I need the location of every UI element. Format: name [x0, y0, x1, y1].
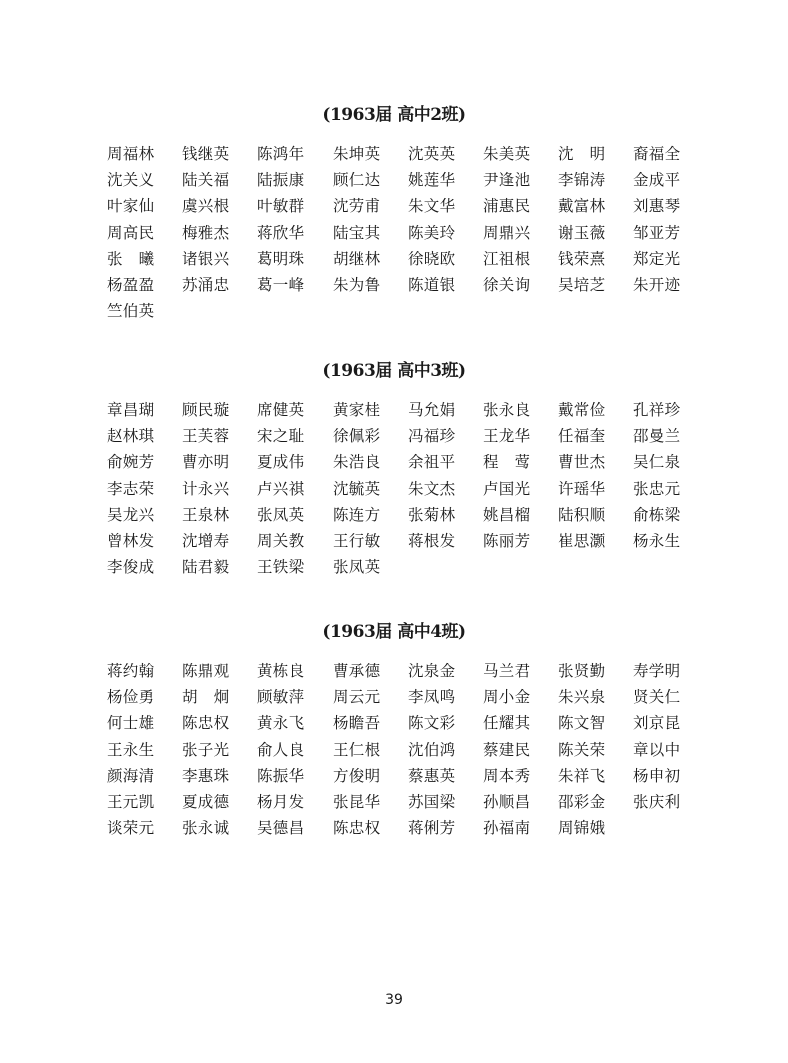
student-name: 计永兴: [182, 479, 230, 498]
student-name: 朱坤英: [333, 145, 381, 163]
student-name: 陆关福: [182, 171, 230, 190]
student-name: 朱开迹: [633, 275, 681, 294]
student-name: 金成平: [633, 171, 681, 190]
student-name: 周关教: [257, 531, 305, 550]
student-name: 曹承德: [333, 662, 381, 680]
student-name: 王永生: [107, 740, 155, 759]
student-name: 徐佩彩: [333, 427, 381, 446]
name-row: [107, 143, 707, 169]
student-name: 周鼎兴: [483, 223, 531, 242]
student-name: 陈鼎观: [182, 662, 230, 680]
name-row: [107, 686, 707, 712]
student-name: 张子光: [182, 740, 230, 759]
name-row: [107, 712, 707, 738]
student-name: 席健英: [257, 401, 305, 419]
student-name-list: [107, 660, 707, 843]
student-name: 黄永飞: [257, 714, 305, 733]
student-name: 蔡惠英: [408, 766, 456, 785]
student-name: 戴常俭: [558, 401, 606, 419]
name-row: [107, 739, 707, 765]
student-name: 朱浩良: [333, 453, 381, 472]
student-name: 胡 炯: [182, 688, 230, 707]
student-name: 李志荣: [107, 479, 155, 498]
student-name: 陈振华: [257, 766, 305, 785]
student-name: 李惠珠: [182, 766, 230, 785]
student-name: 李凤鸣: [408, 688, 456, 707]
student-name: 贤关仁: [633, 688, 681, 707]
student-name: 杨月发: [257, 792, 305, 811]
student-name: 陆宝其: [333, 223, 381, 242]
student-name: 沈关义: [107, 171, 155, 190]
student-name: 顾敏萍: [257, 688, 305, 707]
student-name: 何士雄: [107, 714, 155, 733]
student-name: 李锦涛: [558, 171, 606, 190]
student-name: 马允娟: [408, 401, 456, 419]
student-name: 张永诚: [182, 819, 230, 838]
student-name: 沈英英: [408, 145, 456, 163]
student-name: 朱文杰: [408, 479, 456, 498]
section-title: (1963届 高中4班): [322, 622, 466, 642]
student-name: 蒋俐芳: [408, 819, 456, 838]
student-name: 陈丽芳: [483, 531, 531, 550]
student-name: 邵曼兰: [633, 427, 681, 446]
name-row: [107, 765, 707, 791]
student-name: 朱文华: [408, 197, 456, 216]
student-name: 张凤英: [333, 558, 381, 577]
student-name: 曾林发: [107, 531, 155, 550]
student-name: 崔思灏: [558, 531, 606, 550]
student-name: 任耀其: [483, 714, 531, 733]
student-name: 颜海清: [107, 766, 155, 785]
student-name: 吴龙兴: [107, 505, 155, 524]
student-name: 张忠元: [633, 479, 681, 498]
student-name: 姚昌榴: [483, 505, 531, 524]
student-name: 吴仁泉: [633, 453, 681, 472]
student-name: 陆积顺: [558, 505, 606, 524]
student-name: 沈 明: [558, 145, 606, 163]
student-name: 章以中: [633, 740, 681, 759]
student-name: 章昌瑚: [107, 401, 155, 419]
name-row: [107, 660, 707, 686]
student-name: 王泉林: [182, 505, 230, 524]
name-row: [107, 425, 707, 451]
student-name: 谢玉薇: [558, 223, 606, 242]
section-title: (1963届 高中3班): [322, 361, 466, 381]
name-row: [107, 169, 707, 195]
student-name: 方俊明: [333, 766, 381, 785]
name-row: [107, 195, 707, 221]
name-row: [107, 530, 707, 556]
student-name: 王铁梁: [257, 558, 305, 577]
student-name: 朱兴泉: [558, 688, 606, 707]
student-name: 王行敏: [333, 531, 381, 550]
student-name: 陈忠权: [182, 714, 230, 733]
student-name: 周福林: [107, 145, 155, 163]
student-name: 浦惠民: [483, 197, 531, 216]
student-name: 刘惠琴: [633, 197, 681, 216]
student-name: 张昆华: [333, 792, 381, 811]
student-name: 陈文智: [558, 714, 606, 733]
student-name: 周本秀: [483, 766, 531, 785]
student-name: 钱荣熹: [558, 249, 606, 268]
student-name: 杨盈盈: [107, 275, 155, 294]
student-name: 徐晓欧: [408, 249, 456, 268]
student-name: 诸银兴: [182, 249, 230, 268]
student-name: 王芙蓉: [182, 427, 230, 446]
student-name: 俞人良: [257, 740, 305, 759]
student-name: 戴富林: [558, 197, 606, 216]
student-name: 曹亦明: [182, 453, 230, 472]
student-name: 卢国光: [483, 479, 531, 498]
student-name: 周锦娥: [558, 819, 606, 838]
student-name: 胡继林: [333, 249, 381, 268]
name-row: [107, 504, 707, 530]
student-name: 陈忠权: [333, 819, 381, 838]
student-name: 陈鸿年: [257, 145, 305, 163]
student-name: 葛一峰: [257, 275, 305, 294]
student-name: 黄家桂: [333, 401, 381, 419]
name-row: [107, 248, 707, 274]
name-row: [107, 791, 707, 817]
student-name: 孙福南: [483, 819, 531, 838]
student-name: 邹亚芳: [633, 223, 681, 242]
student-name: 郑定光: [633, 249, 681, 268]
student-name: 刘京昆: [633, 714, 681, 733]
student-name: 陈文彩: [408, 714, 456, 733]
student-name: 俞婉芳: [107, 453, 155, 472]
student-name: 余祖平: [408, 453, 456, 472]
student-name: 赵林琪: [107, 427, 155, 446]
section-title: (1963届 高中2班): [322, 105, 466, 125]
student-name: 吴培芝: [558, 275, 606, 294]
student-name: 任福奎: [558, 427, 606, 446]
student-name: 寿学明: [633, 662, 681, 680]
student-name: 李俊成: [107, 558, 155, 577]
student-name: 叶家仙: [107, 197, 155, 216]
student-name: 王仁根: [333, 740, 381, 759]
student-name: 朱为鲁: [333, 275, 381, 294]
student-name: 陈道银: [408, 275, 456, 294]
student-name: 陆君毅: [182, 558, 230, 577]
student-name: 冯福珍: [408, 427, 456, 446]
name-row: [107, 399, 707, 425]
student-name: 蔡建民: [483, 740, 531, 759]
student-name: 姚莲华: [408, 171, 456, 190]
student-name: 吴德昌: [257, 819, 305, 838]
name-row: [107, 817, 707, 843]
student-name: 张永良: [483, 401, 531, 419]
student-name: 陆振康: [257, 171, 305, 190]
name-row: [107, 556, 707, 582]
student-name: 苏国梁: [408, 792, 456, 811]
student-name: 朱美英: [483, 145, 531, 163]
student-name: 俞栋梁: [633, 505, 681, 524]
student-name: 邵彩金: [558, 792, 606, 811]
student-name: 王元凯: [107, 792, 155, 811]
student-name: 虞兴根: [182, 197, 230, 216]
name-row: [107, 222, 707, 248]
student-name: 杨永生: [633, 531, 681, 550]
student-name: 许瑶华: [558, 479, 606, 498]
student-name-list: [107, 143, 707, 326]
student-name: 蒋欣华: [257, 223, 305, 242]
student-name: 张贤勤: [558, 662, 606, 680]
student-name: 陈连方: [333, 505, 381, 524]
student-name: 孔祥珍: [633, 401, 681, 419]
name-row: [107, 274, 707, 300]
student-name: 葛明珠: [257, 249, 305, 268]
student-name: 陈美玲: [408, 223, 456, 242]
student-name: 钱继英: [182, 145, 230, 163]
student-name: 张庆利: [633, 792, 681, 811]
student-name: 苏涌忠: [182, 275, 230, 294]
student-name: 杨瞻吾: [333, 714, 381, 733]
student-name-list: [107, 399, 707, 582]
student-name: 曹世杰: [558, 453, 606, 472]
student-name: 江祖根: [483, 249, 531, 268]
student-name: 梅雅杰: [182, 223, 230, 242]
student-name: 周高民: [107, 223, 155, 242]
student-name: 沈泉金: [408, 662, 456, 680]
student-name: 陈关荣: [558, 740, 606, 759]
student-name: 竺伯英: [107, 302, 155, 321]
student-name: 沈伯鸿: [408, 740, 456, 759]
student-name: 夏成德: [182, 792, 230, 811]
student-name: 孙顺昌: [483, 792, 531, 811]
student-name: 叶敏群: [257, 197, 305, 216]
student-name: 朱祥飞: [558, 766, 606, 785]
student-name: 谈荣元: [107, 819, 155, 838]
student-name: 顾民璇: [182, 401, 230, 419]
student-name: 周云元: [333, 688, 381, 707]
name-row: [107, 300, 707, 326]
student-name: 宋之耻: [257, 427, 305, 446]
student-name: 马兰君: [483, 662, 531, 680]
student-name: 杨申初: [633, 766, 681, 785]
student-name: 卢兴祺: [257, 479, 305, 498]
student-name: 张 曦: [107, 249, 155, 268]
student-name: 蒋根发: [408, 531, 456, 550]
student-name: 杨俭勇: [107, 688, 155, 707]
student-name: 顾仁达: [333, 171, 381, 190]
student-name: 沈毓英: [333, 479, 381, 498]
student-name: 裔福全: [633, 145, 681, 163]
name-row: [107, 451, 707, 477]
student-name: 尹逢池: [483, 171, 531, 190]
student-name: 沈劳甫: [333, 197, 381, 216]
page-number: 39: [385, 992, 403, 1008]
student-name: 周小金: [483, 688, 531, 707]
student-name: 张凤英: [257, 505, 305, 524]
student-name: 黄栋良: [257, 662, 305, 680]
student-name: 张菊林: [408, 505, 456, 524]
student-name: 夏成伟: [257, 453, 305, 472]
student-name: 沈增寿: [182, 531, 230, 550]
name-row: [107, 478, 707, 504]
student-name: 蒋约翰: [107, 662, 155, 680]
student-name: 程 莺: [483, 453, 531, 472]
student-name: 徐关询: [483, 275, 531, 294]
student-name: 王龙华: [483, 427, 531, 446]
